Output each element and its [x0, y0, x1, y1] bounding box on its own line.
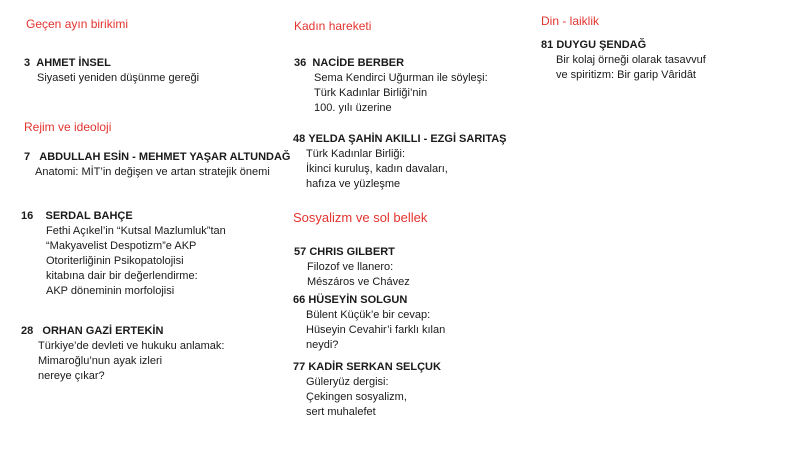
author-name: NACİDE BERBER	[312, 57, 405, 69]
entry-heading	[24, 150, 290, 165]
toc-entry	[293, 293, 445, 353]
page-number: 48	[293, 133, 306, 145]
author-name: KADİR SERKAN SELÇUK	[308, 361, 441, 373]
article-title-line: Anatomi: MİT’in değişen ve artan stratejik önemi	[35, 166, 270, 178]
article-title-line: Otoriterliğinin Psikopatolojisi	[46, 255, 184, 267]
entry-heading	[541, 38, 706, 53]
page-number: 77	[293, 361, 306, 373]
entry-heading	[293, 293, 445, 308]
page-number: 57	[294, 246, 307, 258]
page-number: 36	[294, 57, 307, 69]
author-name: DUYGU ŞENDAĞ	[556, 39, 647, 51]
article-title-line: Türk Kadınlar Birliği:	[306, 148, 406, 160]
article-title-line: 100. yılı üzerine	[314, 102, 392, 114]
entry-heading	[293, 132, 507, 147]
page-number: 16	[21, 210, 34, 222]
section-heading: Rejim ve ideoloji	[24, 120, 112, 134]
article-title-line: ve spiritizm: Bir garip Vâridât	[556, 69, 696, 81]
article-title-line: Fethi Açıkel’in “Kutsal Mazlumluk”tan	[46, 225, 226, 237]
article-title-line: Sema Kendirci Uğurman ile söyleşi:	[314, 72, 488, 84]
section-heading: Kadın hareketi	[294, 19, 372, 33]
article-title-line: Hüseyin Cevahir’i farklı kılan	[306, 324, 446, 336]
article-title-line: Türkiye’de devleti ve hukuku anlamak:	[38, 340, 225, 352]
article-title-line: İkinci kuruluş, kadın davaları,	[306, 163, 448, 175]
page-number: 81	[541, 39, 554, 51]
entry-heading	[294, 245, 410, 260]
author-name: ORHAN GAZİ ERTEKİN	[42, 325, 164, 337]
article-title-line: kitabına dair bir değerlendirme:	[46, 270, 198, 282]
section-heading: Sosyalizm ve sol bellek	[293, 210, 428, 225]
page-number: 28	[21, 325, 34, 337]
author-name: HÜSEYİN SOLGUN	[308, 294, 408, 306]
entry-heading	[21, 324, 224, 339]
article-title-line: Mészáros ve Chávez	[307, 276, 410, 288]
entry-heading	[21, 209, 226, 224]
author-name: ABDULLAH ESİN - MEHMET YAŞAR ALTUNDAĞ	[39, 151, 291, 163]
toc-entry	[293, 360, 441, 420]
page-number: 7	[24, 151, 31, 163]
article-title-line: hafıza ve yüzleşme	[306, 178, 401, 190]
article-title-line: AKP döneminin morfolojisi	[46, 285, 175, 297]
article-title-line: “Makyavelist Despotizm”e AKP	[46, 240, 197, 252]
entry-heading	[24, 56, 199, 71]
author-name: SERDAL BAHÇE	[45, 210, 133, 222]
page-number: 66	[293, 294, 306, 306]
article-title-line: Çekingen sosyalizm,	[306, 391, 407, 403]
article-title-line: Bülent Küçük’e bir cevap:	[306, 309, 431, 321]
entry-heading	[294, 56, 488, 71]
entry-heading	[293, 360, 441, 375]
article-title-line: neydi?	[306, 339, 339, 351]
toc-entry	[21, 209, 226, 299]
section-heading: Geçen ayın birikimi	[26, 17, 129, 31]
article-title-line: sert muhalefet	[306, 406, 376, 418]
toc-entry	[24, 150, 290, 180]
toc-entry	[293, 132, 507, 192]
author-name: YELDA ŞAHİN AKILLI - EZGİ SARITAŞ	[308, 133, 507, 145]
toc-entry	[24, 56, 199, 86]
article-title-line: Bir kolaj örneği olarak tasavvuf	[556, 54, 706, 66]
article-title-line: Güleryüz dergisi:	[306, 376, 389, 388]
author-name: AHMET İNSEL	[36, 57, 111, 69]
page-number: 3	[24, 57, 31, 69]
article-title-line: Mimaroğlu’nun ayak izleri	[38, 355, 163, 367]
toc-entry	[541, 38, 706, 83]
article-title-line: Siyaseti yeniden düşünme gereği	[37, 72, 200, 84]
toc-entry	[21, 324, 224, 384]
article-title-line: Türk Kadınlar Birliği’nin	[314, 87, 428, 99]
section-heading: Din - laiklik	[541, 14, 600, 28]
article-title-line: Filozof ve llanero:	[307, 261, 394, 273]
toc-entry	[294, 245, 410, 290]
article-title-line: nereye çıkar?	[38, 370, 105, 382]
author-name: CHRIS GILBERT	[309, 246, 395, 258]
toc-entry	[294, 56, 488, 116]
